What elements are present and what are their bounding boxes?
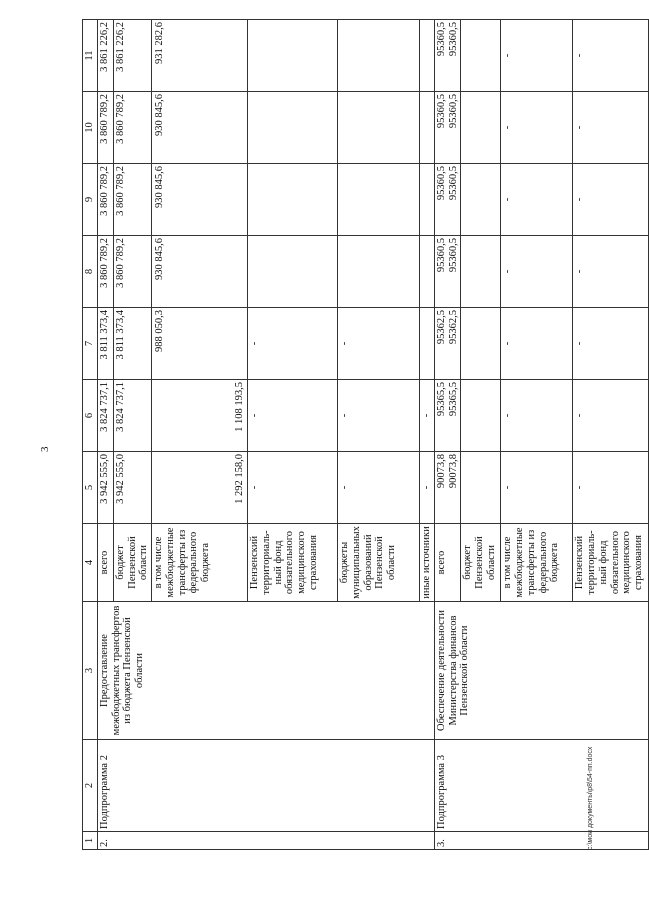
- subprogram-description: Обеспечение деятельности Министерства финансов Пензенской области: [434, 602, 649, 740]
- value-cell: [573, 380, 649, 452]
- header-cell-2: 2: [83, 740, 98, 832]
- value-cell: [461, 308, 501, 380]
- value-text: 95362,5: [435, 310, 447, 345]
- value-text: -: [421, 485, 432, 490]
- value-cell: [338, 164, 420, 236]
- funding-source: Пензенский территориаль-ный фонд обязательного медицинского страхования: [573, 524, 649, 602]
- funding-source: бюджеты муниципальных образований Пензенской области: [338, 524, 420, 602]
- header-cell-10: 10: [83, 92, 98, 164]
- value-cell: [248, 380, 338, 452]
- funding-source: Пензенский территориаль-ный фонд обязательного медицинского страхования: [248, 524, 338, 602]
- value-cell: [461, 92, 501, 164]
- budget-table: [82, 19, 649, 850]
- value-text: 95360,5: [435, 22, 447, 57]
- value-text: -: [339, 485, 350, 490]
- value-cell: [501, 164, 573, 236]
- header-cell-4: 4: [83, 524, 98, 602]
- value-text: -: [574, 197, 586, 202]
- value-cell: [434, 308, 461, 380]
- value-cell: [97, 452, 113, 524]
- value-cell: [248, 20, 338, 92]
- value-text: -: [574, 53, 586, 58]
- value-text: -: [502, 197, 514, 202]
- value-cell: [248, 92, 338, 164]
- value-cell: [434, 380, 461, 452]
- value-text: 930 845,6: [154, 94, 165, 136]
- value-cell: [113, 452, 151, 524]
- table-row: [434, 20, 461, 850]
- section-number: 2.: [97, 832, 434, 850]
- value-cell: [420, 380, 435, 452]
- value-text: -: [502, 53, 514, 58]
- value-text: 95362,5: [447, 310, 459, 345]
- header-cell-5: 5: [83, 452, 98, 524]
- value-cell: [97, 308, 113, 380]
- funding-source: всего: [97, 524, 113, 602]
- footer-file-path: c:\мои документы\p8\54-пп.docx: [587, 746, 594, 850]
- value-cell: [420, 308, 435, 380]
- value-cell: [248, 452, 338, 524]
- value-text: 930 845,6: [154, 166, 165, 208]
- value-cell: [573, 452, 649, 524]
- header-cell-8: 8: [83, 236, 98, 308]
- subprogram-description: Предоставление межбюджетных трансфертов из бюджета Пензенской области: [97, 602, 434, 740]
- value-text: -: [574, 269, 586, 274]
- value-text: 3 824 737,1: [114, 382, 126, 432]
- value-cell: [97, 380, 113, 452]
- value-cell: [152, 452, 248, 524]
- value-cell: [97, 20, 113, 92]
- value-cell: [248, 164, 338, 236]
- value-text: 3 824 737,1: [98, 382, 110, 432]
- rotated-table-wrapper: [82, 20, 644, 850]
- value-cell: [338, 236, 420, 308]
- value-text: -: [249, 413, 260, 418]
- value-cell: [152, 92, 248, 164]
- value-text: 95360,5: [447, 22, 459, 57]
- funding-source: в том числе межбюджетные трансферты из федерального бюджета: [152, 524, 248, 602]
- value-text: 988 050,3: [154, 310, 165, 352]
- value-cell: [501, 308, 573, 380]
- value-text: 3 860 789,2: [98, 166, 110, 216]
- value-cell: [573, 308, 649, 380]
- value-cell: [434, 236, 461, 308]
- value-text: 3 861 226,2: [114, 22, 126, 72]
- value-cell: [113, 92, 151, 164]
- value-cell: [501, 380, 573, 452]
- value-text: 3 942 555,0: [98, 454, 110, 504]
- value-cell: [338, 380, 420, 452]
- value-text: -: [574, 413, 586, 418]
- value-cell: [338, 92, 420, 164]
- page-number: 3: [39, 446, 51, 452]
- section-number: 3.: [434, 832, 649, 850]
- value-text: 95360,5: [435, 94, 447, 129]
- value-cell: [113, 164, 151, 236]
- value-cell: [573, 236, 649, 308]
- value-cell: [97, 236, 113, 308]
- value-text: 3 860 789,2: [98, 238, 110, 288]
- value-cell: [338, 20, 420, 92]
- value-text: 90073,8: [435, 454, 447, 489]
- header-cell-6: 6: [83, 380, 98, 452]
- value-text: 931 282,6: [154, 22, 165, 64]
- value-text: 95365,5: [435, 382, 447, 417]
- value-text: 95360,5: [435, 238, 447, 273]
- value-cell: [113, 308, 151, 380]
- value-text: 3 860 789,2: [114, 94, 126, 144]
- value-text: -: [249, 341, 260, 346]
- value-cell: [152, 380, 248, 452]
- value-text: 930 845,6: [154, 238, 165, 280]
- value-cell: [97, 92, 113, 164]
- value-cell: [152, 164, 248, 236]
- subprogram-name: Подпрограмма 2: [97, 740, 434, 832]
- header-cell-1: 1: [83, 832, 98, 850]
- value-text: 95360,5: [447, 166, 459, 201]
- header-cell-3: 3: [83, 602, 98, 740]
- value-text: 3 860 789,2: [114, 166, 126, 216]
- value-text: 3 942 555,0: [114, 454, 126, 504]
- value-cell: [434, 164, 461, 236]
- value-text: -: [502, 341, 514, 346]
- value-text: -: [574, 485, 586, 490]
- value-cell: [461, 380, 501, 452]
- value-cell: [338, 452, 420, 524]
- value-cell: [434, 92, 461, 164]
- header-cell-7: 7: [83, 308, 98, 380]
- value-cell: [338, 308, 420, 380]
- header-cell-11: 11: [83, 20, 98, 92]
- value-text: 3 860 789,2: [114, 238, 126, 288]
- value-text: 3 861 226,2: [98, 22, 110, 72]
- value-text: 1 108 193,5: [234, 382, 246, 432]
- value-cell: [501, 92, 573, 164]
- value-cell: [420, 164, 435, 236]
- value-cell: [461, 164, 501, 236]
- value-cell: [461, 20, 501, 92]
- value-cell: [248, 236, 338, 308]
- value-cell: [113, 20, 151, 92]
- funding-source: всего: [434, 524, 461, 602]
- value-cell: [501, 452, 573, 524]
- value-cell: [420, 236, 435, 308]
- value-text: 95360,5: [447, 94, 459, 129]
- value-text: 3 811 373,4: [98, 310, 110, 360]
- value-cell: [113, 380, 151, 452]
- value-cell: [113, 236, 151, 308]
- value-text: -: [421, 413, 432, 418]
- funding-source: в том числе межбюджетные трансферты из федерального бюджета: [501, 524, 573, 602]
- value-cell: [152, 308, 248, 380]
- value-cell: [461, 236, 501, 308]
- value-cell: [248, 308, 338, 380]
- subprogram-name: Подпрограмма 3: [434, 740, 649, 832]
- value-cell: [461, 452, 501, 524]
- value-text: -: [339, 341, 350, 346]
- value-text: 90073,8: [447, 454, 459, 489]
- value-cell: [420, 452, 435, 524]
- value-text: -: [249, 485, 260, 490]
- value-text: 95360,5: [435, 166, 447, 201]
- value-cell: [152, 20, 248, 92]
- value-text: 95360,5: [447, 238, 459, 273]
- value-cell: [573, 164, 649, 236]
- value-cell: [420, 92, 435, 164]
- value-text: 95365,5: [447, 382, 459, 417]
- value-text: -: [574, 341, 586, 346]
- value-cell: [573, 20, 649, 92]
- value-cell: [420, 20, 435, 92]
- value-text: -: [574, 125, 586, 130]
- header-cell-9: 9: [83, 164, 98, 236]
- value-text: 3 811 373,4: [114, 310, 126, 360]
- value-text: -: [502, 125, 514, 130]
- value-text: -: [502, 413, 514, 418]
- header-row: [83, 20, 98, 850]
- value-cell: [573, 92, 649, 164]
- value-cell: [434, 452, 461, 524]
- table-row: [97, 20, 113, 850]
- funding-source: иные источники: [420, 524, 435, 602]
- value-text: -: [502, 269, 514, 274]
- value-text: -: [339, 413, 350, 418]
- value-text: 3 860 789,2: [98, 94, 110, 144]
- value-cell: [501, 236, 573, 308]
- value-cell: [501, 20, 573, 92]
- funding-source: бюджет Пензенской области: [113, 524, 151, 602]
- value-text: 1 292 158,0: [234, 454, 246, 504]
- value-text: -: [502, 485, 514, 490]
- value-cell: [152, 236, 248, 308]
- value-cell: [97, 164, 113, 236]
- funding-source: бюджет Пензенской области: [461, 524, 501, 602]
- value-cell: [434, 20, 461, 92]
